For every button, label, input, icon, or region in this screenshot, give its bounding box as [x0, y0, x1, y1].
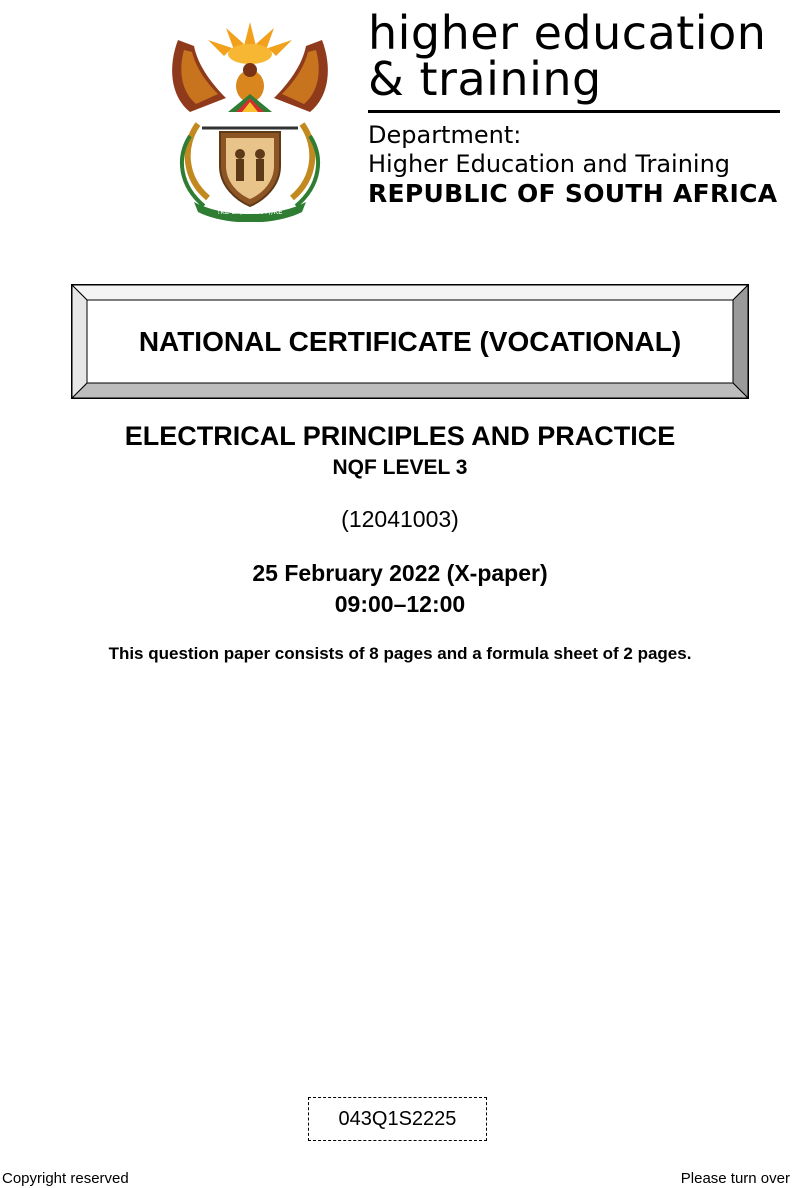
subject-code: (12041003): [341, 506, 459, 532]
paper-code-box: 043Q1S2225: [308, 1097, 487, 1141]
exam-time: 09:00–12:00: [334, 591, 466, 617]
department-label: Department:: [368, 121, 522, 149]
department-name: Higher Education and Training: [368, 150, 731, 178]
coat-of-arms-logo: [164, 16, 336, 222]
nqf-level: NQF LEVEL 3: [332, 456, 468, 479]
turn-over-notice: Please turn over: [680, 1170, 790, 1187]
crest-motto: !KE E: /XARRA //KE: [217, 208, 283, 216]
department-wordmark: [368, 6, 788, 209]
copyright-notice: Copyright reserved: [2, 1170, 129, 1187]
certificate-title: NATIONAL CERTIFICATE (VOCATIONAL): [138, 326, 682, 357]
country-name: REPUBLIC OF SOUTH AFRICA: [368, 179, 778, 208]
brand-line-higher-education: higher education: [368, 6, 767, 60]
brand-divider: [368, 110, 780, 113]
page-count-note: This question paper consists of 8 pages and a formula sheet of 2 pages.: [108, 644, 692, 663]
subject-title: ELECTRICAL PRINCIPLES AND PRACTICE: [124, 421, 676, 451]
exam-date: 25 February 2022 (X-paper): [252, 560, 548, 586]
brand-line-training: & training: [368, 52, 602, 106]
